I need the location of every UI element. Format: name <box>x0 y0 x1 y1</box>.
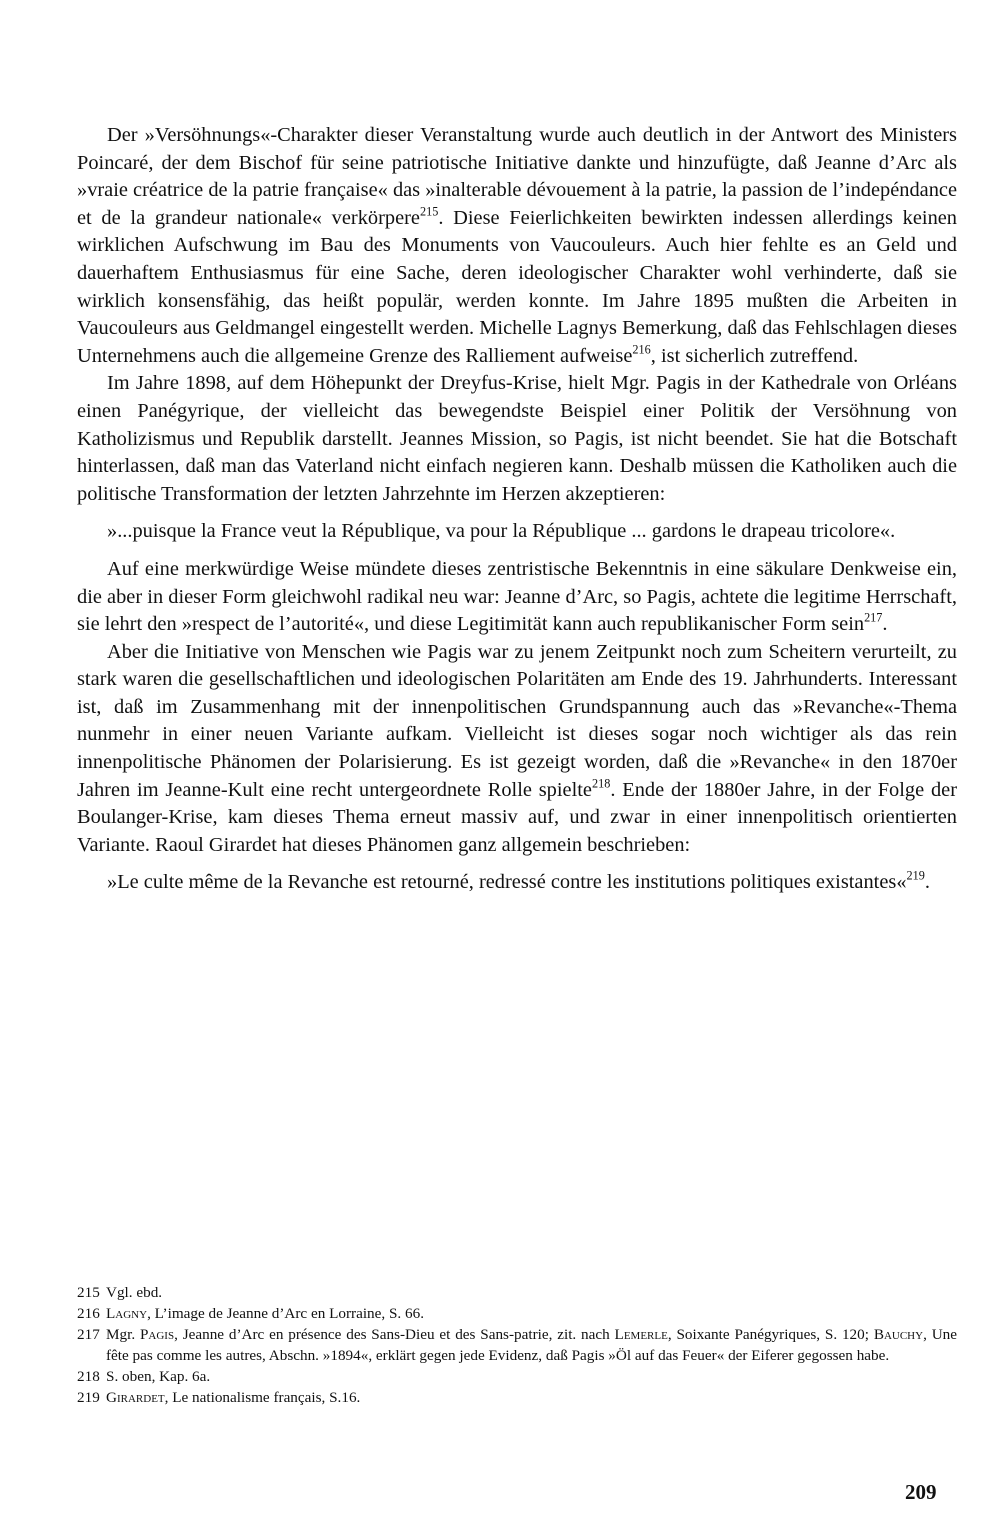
footnote-marker: 219 <box>906 868 925 883</box>
footnote <box>77 1303 957 1324</box>
footnote-number: 219 <box>77 1389 100 1406</box>
text-run: . <box>924 871 930 894</box>
text-run: »Le culte même de la Revanche est retourné, redressé contre les institutions politiques existantes« <box>107 871 907 894</box>
text-run: , Une fête pas comme les autres, Abschn. »1894«, erklärt gegen jede Evidenz, daß Pagis »Öl auf das Feuer« der Eiferer gegossen habe. <box>106 1326 957 1364</box>
footnote <box>77 1387 957 1408</box>
block-quote <box>107 518 957 546</box>
footnote-marker: 217 <box>864 610 883 625</box>
text-run: Aber die Initiative von Menschen wie Pagis war zu jenem Zeitpunkt noch zum Scheitern verurteilt, zu stark waren die gesellschaftlichen und ideologischen Polaritäten am Ende des 19. Jahrhunderts. Interessant ist, daß im Zusammenhang mit der innenpolitischen Grundspannung auch das »Revanche«-Thema nunmehr in einer neuen Variante aufkam. Vielleicht ist dieses sogar noch wichtiger als das rein innenpolitische Phänomen der Polarisierung. Es ist gezeigt worden, daß die »Revanche« in den 1870er Jahren im Jeanne-Kult eine recht untergeordnete Rolle spielte <box>77 640 957 801</box>
paragraph <box>77 122 957 370</box>
text-run: »...puisque la France veut la République, va pour la République ... gardons le drapeau tricolore«. <box>107 520 896 543</box>
paragraph <box>77 556 957 639</box>
footnote-number: 216 <box>77 1305 100 1322</box>
footnote-text <box>106 1282 957 1303</box>
page-number: 209 <box>905 1480 937 1504</box>
text-run: Der »Versöhnungs«-Charakter dieser Veranstaltung wurde auch deutlich in der Antwort des Ministers Poincaré, der dem Bischof für seine patriotische Initiative dankte und hinzufügte, daß Jeanne d’Arc als »vraie créatrice de la patrie française« das »inalterable dévouement à la patrie, la passion de l’indepéndance et de la grandeur nationale« verkörpere <box>77 124 957 229</box>
text-run: , Le nationalisme français, S.16. <box>164 1389 361 1406</box>
text-run: Vgl. ebd. <box>106 1284 163 1301</box>
footnote-marker: 218 <box>591 776 611 791</box>
footnote <box>77 1282 957 1303</box>
text-run: , Jeanne d’Arc en présence des Sans-Dieu et des Sans-patrie, zit. nach <box>174 1326 615 1343</box>
text-run: . Ende der 1880er Jahre, in der Folge der Boulanger-Krise, kam dieses Thema erneut massiv auf, und zwar in einer innenpolitisch orientierten Variante. Raoul Girardet hat dieses Phänomen ganz allgemein beschrieben: <box>77 778 957 856</box>
footnotes <box>77 1282 957 1408</box>
footnote-text <box>106 1324 957 1366</box>
footnote-number: 218 <box>77 1368 100 1385</box>
text-run: . <box>882 613 888 636</box>
author-name: Lagny <box>106 1305 148 1322</box>
paragraph <box>77 639 957 860</box>
footnote-text <box>106 1303 957 1324</box>
text-run: , ist sicherlich zutreffend. <box>650 344 859 367</box>
footnote-text <box>106 1387 957 1408</box>
author-name: Pagis <box>139 1326 175 1343</box>
footnote-number: 215 <box>77 1284 100 1301</box>
footnote <box>77 1366 957 1387</box>
block-quote <box>107 869 957 897</box>
author-name: Bauchy <box>873 1326 924 1343</box>
text-run: Mgr. <box>106 1326 140 1343</box>
footnote-text <box>106 1366 957 1387</box>
text-run: S. oben, Kap. 6a. <box>106 1368 211 1385</box>
paragraph <box>77 370 957 508</box>
text-run: Auf eine merkwürdige Weise mündete dieses zentristische Bekenntnis in eine säkulare Denkweise ein, die aber in dieser Form gleichwohl radikal neu war: Jeanne d’Arc, so Pagis, achtete die legitime Herrschaft, sie lehrt den »respect de l’autorité«, und diese Legitimität kann auch republikanischer Form sein <box>77 557 957 636</box>
footnote <box>77 1324 957 1366</box>
main-text <box>77 122 957 907</box>
footnote-marker: 215 <box>419 204 439 219</box>
author-name: Girardet <box>106 1389 165 1406</box>
text-run: Im Jahre 1898, auf dem Höhepunkt der Dreyfus-Krise, hielt Mgr. Pagis in der Kathedrale von Orléans einen Panégyrique, der vielleicht das bewegendste Beispiel einer Politik der Versöhnung von Katholizismus und Republik darstellt. Jeannes Mission, so Pagis, ist nicht beendet. Sie hat die Botschaft hinterlassen, daß man das Vaterland nicht einfach negieren kann. Deshalb müssen die Katholiken auch die politische Transformation der letzten Jahrzehnte im Herzen akzeptieren: <box>77 372 957 505</box>
author-name: Lemerle <box>614 1326 668 1343</box>
footnote-number: 217 <box>77 1326 100 1343</box>
text-run: , L’image de Jeanne d’Arc en Lorraine, S. 66. <box>147 1305 424 1322</box>
text-run: , Soixante Panégyriques, S. 120; <box>667 1326 874 1343</box>
text-run: . Diese Feierlichkeiten bewirkten indessen allerdings keinen wirklichen Aufschwung im Bau des Monuments von Vaucouleurs. Auch hier fehlte es an Geld und dauerhaftem Enthusiasmus für eine Sache, deren ideologischer Charakter wohl verhinderte, daß sie wirklich konsensfähig, das heißt populär, werden konnte. Im Jahre 1895 mußten die Arbeiten in Vaucouleurs aus Geldmangel eingestellt werden. Michelle Lagnys Bemerkung, daß das Fehlschlagen dieses Unternehmens auch die allgemeine Grenze des Ralliement aufweise <box>77 206 958 367</box>
footnote-marker: 216 <box>632 342 651 357</box>
